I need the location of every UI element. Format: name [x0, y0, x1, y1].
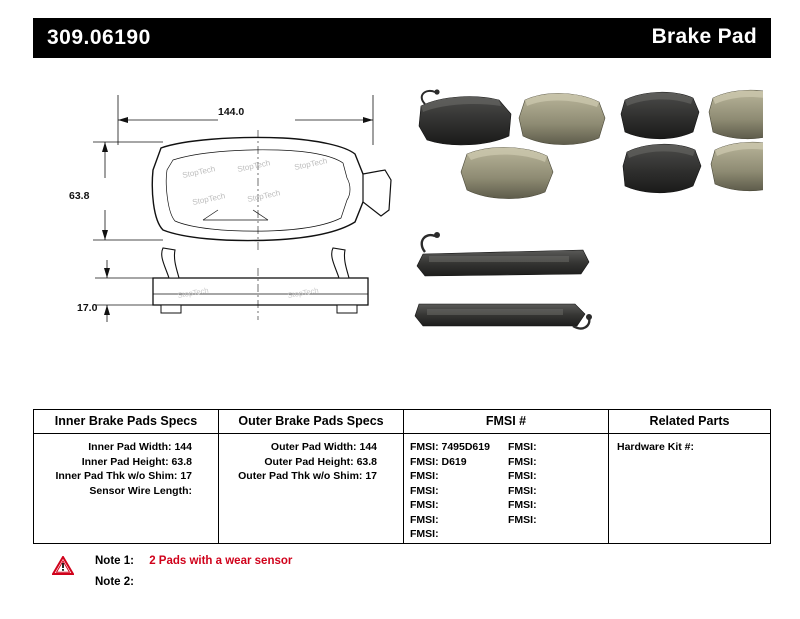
note-2-label: Note 2: — [95, 576, 134, 588]
note-1-label: Note 1: — [95, 555, 134, 567]
hardware-kit-number: Hardware Kit #: — [617, 441, 695, 453]
fmsi-right-0: FMSI: — [508, 441, 537, 453]
fmsi-right-1: FMSI: — [508, 455, 537, 468]
fmsi-column-left — [410, 440, 508, 542]
sensor-wire-length: Sensor Wire Length: — [89, 484, 192, 497]
fmsi-left-6: FMSI: — [410, 528, 439, 540]
spec-table-header-row — [34, 410, 770, 434]
spec-header-inner: Inner Brake Pads Specs — [34, 410, 219, 433]
dimension-thickness-label: 17.0 — [77, 302, 98, 314]
dimension-height-label: 63.8 — [69, 190, 90, 202]
header-bar — [33, 18, 771, 58]
spec-header-fmsi: FMSI # — [404, 410, 609, 433]
fmsi-right-3: FMSI: — [508, 484, 537, 497]
outer-pad-width: Outer Pad Width: 144 — [270, 441, 377, 453]
page-title: Brake Pad — [651, 25, 757, 48]
fmsi-left-4: FMSI: — [410, 499, 439, 511]
fmsi-column-right — [508, 440, 606, 542]
dimension-width-label: 144.0 — [218, 106, 245, 118]
fmsi-right-4: FMSI: — [508, 499, 537, 511]
fmsi-left-5: FMSI: — [410, 513, 439, 526]
spec-table — [33, 409, 771, 544]
svg-text:StopTech: StopTech — [293, 156, 329, 172]
fmsi-right-5: FMSI: — [508, 513, 537, 526]
svg-text:StopTech: StopTech — [286, 285, 320, 300]
technical-line-drawing — [33, 70, 433, 370]
svg-text:StopTech: StopTech — [181, 164, 217, 180]
outer-specs-cell — [219, 434, 404, 544]
fmsi-cell — [404, 434, 609, 544]
inner-pad-width: Inner Pad Width: 144 — [88, 441, 192, 453]
inner-pad-height: Inner Pad Height: 63.8 — [81, 455, 192, 468]
svg-text:StopTech: StopTech — [191, 191, 227, 207]
drawing-area — [33, 70, 771, 390]
inner-pad-thickness: Inner Pad Thk w/o Shim: 17 — [55, 470, 192, 482]
spec-table-body-row — [34, 434, 770, 544]
fmsi-left-1: FMSI: D619 — [410, 455, 467, 468]
spec-header-outer: Outer Brake Pads Specs — [219, 410, 404, 433]
notes-section — [33, 552, 771, 602]
svg-text:StopTech: StopTech — [236, 158, 272, 174]
svg-text:StopTech: StopTech — [176, 285, 210, 300]
related-parts-cell — [609, 434, 770, 544]
spec-header-related: Related Parts — [649, 414, 730, 428]
note-1-value: 2 Pads with a wear sensor — [149, 555, 293, 567]
fmsi-right-2: FMSI: — [508, 470, 537, 482]
outer-pad-thickness: Outer Pad Thk w/o Shim: 17 — [238, 470, 377, 482]
outer-pad-height: Outer Pad Height: 63.8 — [264, 455, 377, 468]
warning-icon — [52, 556, 74, 575]
note-1-row — [95, 555, 292, 567]
note-2-row — [95, 576, 146, 588]
fmsi-left-2: FMSI: — [410, 470, 439, 482]
product-photos — [403, 70, 763, 370]
fmsi-left-0: FMSI: 7495D619 — [410, 441, 490, 453]
inner-specs-cell — [34, 434, 219, 544]
fmsi-left-3: FMSI: — [410, 484, 439, 497]
svg-text:StopTech: StopTech — [246, 188, 282, 204]
part-number: 309.06190 — [47, 26, 151, 49]
